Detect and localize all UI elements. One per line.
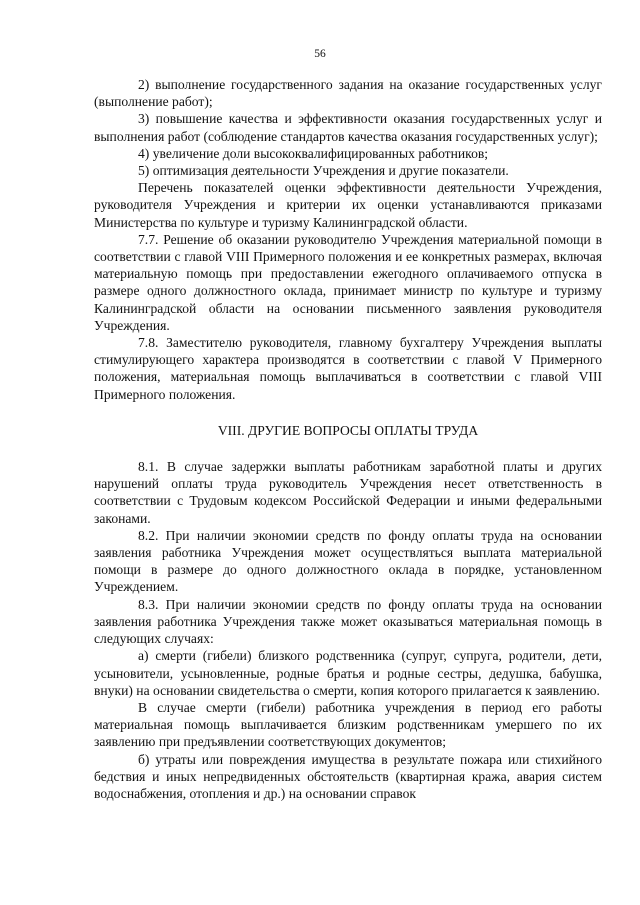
page-number: 56 bbox=[314, 48, 326, 60]
paragraph-7-7: 7.7. Решение об оказании руководителю Учреждения материальной помощи в соответствии с главой VIII Примерного положения и ее конкретных размерах, включая материальную помощь при предоставлении ежегодного оплачиваемого отпуска в размере одного должностного оклада, принимает министр по культуре и туризму Калининградской области на основании письменного заявления руководителя Учреждения. bbox=[94, 231, 602, 333]
paragraph-8-1: 8.1. В случае задержки выплаты работникам заработной платы и других нарушений оплаты труда руководитель Учреждения несет ответственность в соответствии с Трудовым кодексом Российской Федерации и иными федеральными законами. bbox=[94, 459, 602, 526]
section-heading: VIII. ДРУГИЕ ВОПРОСЫ ОПЛАТЫ ТРУДА bbox=[217, 422, 479, 438]
list-item-3: 3) повышение качества и эффективности оказания государственных услуг и выполнения работ (соблюдение стандартов качества оказания государственных услуг); bbox=[94, 111, 602, 144]
paragraph-8-2: 8.2. При наличии экономии средств по фонду оплаты труда на основании заявления работника Учреждения может осуществляться выплата материальной помощи в размере до одного должностного оклада в порядке, установленном Учреждением. bbox=[94, 527, 602, 595]
paragraph-death-of-employee: В случае смерти (гибели) работника учреждения в период его работы материальная помощь выплачивается близким родственникам умершего по их заявлению при предъявлении соответствующих документов; bbox=[94, 699, 602, 750]
list-item-4: 4) увеличение доли высококвалифицированных работников; bbox=[138, 145, 489, 161]
paragraph-7-8: 7.8. Заместителю руководителя, главному бухгалтеру Учреждения выплаты стимулирующего характера производятся в соответствии с главой V Примерного положения, материальная помощь выплачиваться в соответствии с главой VIII Примерного положения. bbox=[94, 335, 602, 402]
paragraph-8-3: 8.3. При наличии экономии средств по фонду оплаты труда на основании заявления работника Учреждения также может оказываться материальная помощь в следующих случаях: bbox=[94, 596, 602, 647]
document-body bbox=[94, 76, 602, 802]
list-item-5: 5) оптимизация деятельности Учреждения и другие показатели. bbox=[138, 163, 509, 179]
list-item-b: б) утраты или повреждения имущества в результате пожара или стихийного бедствия и иных непредвиденных обстоятельств (квартирная кража, авария систем водоснабжения, отопления и др.) на основании справок bbox=[94, 751, 602, 801]
list-item-2: 2) выполнение государственного задания на оказание государственных услуг (выполнение работ); bbox=[94, 77, 602, 110]
paragraph-indicators-list: Перечень показателей оценки эффективности деятельности Учреждения, руководителя Учреждения и критерии их оценки устанавливаются приказами Министерства по культуре и туризму Калининградской области. bbox=[94, 180, 602, 230]
list-item-a: а) смерти (гибели) близкого родственника (супруг, супруга, родители, дети, усыновители, усыновленные, родные братья и родные сестры, дедушка, бабушка, внуки) на основании свидетельства о смерти, копия которого прилагается к заявлению. bbox=[94, 648, 602, 698]
